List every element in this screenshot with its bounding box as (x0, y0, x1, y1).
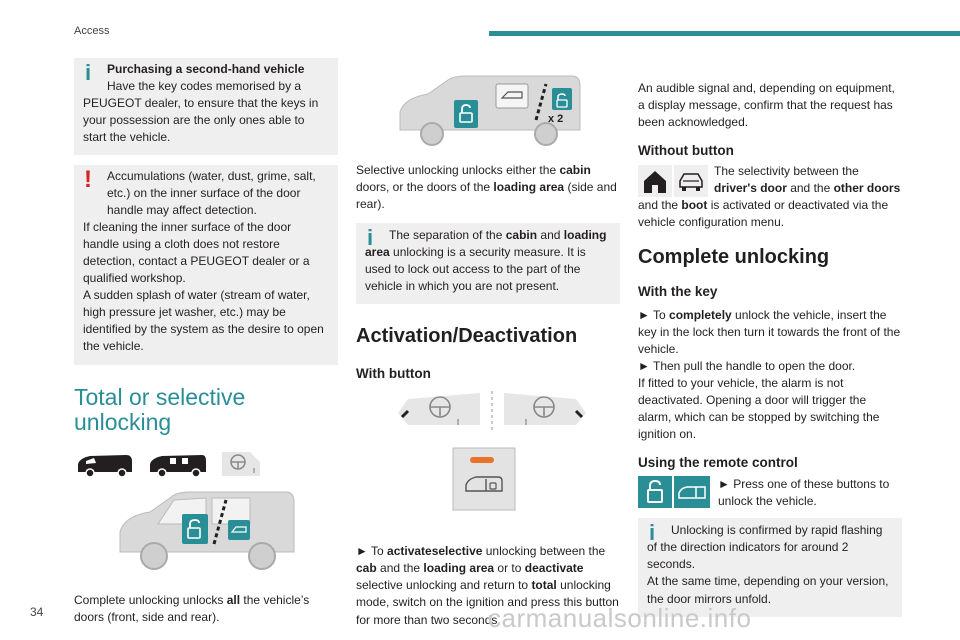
instr-text: selective unlocking and return to (356, 578, 532, 593)
selective-unlock-paragraph (356, 162, 620, 213)
key-text: unlock the vehicle, insert the key in the lock then turn it towards the front of the vehicle. (638, 307, 901, 356)
section-title-activation: Activation/Deactivation (356, 325, 578, 348)
vehicle-icons-row (74, 450, 338, 478)
instr-bold: deactivate (524, 561, 584, 576)
note-bold-cabin: cabin (505, 228, 538, 243)
van-total-unlock-illustration (110, 486, 300, 574)
warning-line3: A sudden splash of water (stream of water, high pressure jet washer, etc.) may be identified by the system as the desire to open the vehicle. (83, 288, 324, 354)
column-middle (356, 70, 620, 629)
subheading-with-key: With the key (638, 283, 718, 299)
note-title: Purchasing a second-hand vehicle (107, 62, 305, 76)
instr-text: or to (494, 561, 525, 576)
car-front-icon (674, 165, 708, 197)
instr-bold: loading area (423, 561, 495, 576)
key-alarm-note: If fitted to your vehicle, the alarm is not deactivated. Opening a door will trigger the alarm, which can be stopped by switching the ignition on. (638, 376, 880, 442)
wo-text: is activated or deactivated via the vehicle configuration menu. (638, 198, 889, 230)
note-text-end: unlocking is a security measure. It is used to lock out access to the part of the vehicle in which you are not present. (365, 245, 586, 294)
info-note-second-hand (74, 58, 338, 155)
subheading-with-button: With button (356, 366, 431, 382)
door-icons (638, 165, 708, 197)
security-note-text (365, 227, 611, 295)
caption-bold: all (226, 593, 241, 607)
instr-bold: cab (356, 561, 377, 576)
intro-paragraph: An audible signal and, depending on equipment, a display message, confirm that the request has been acknowledged. (638, 81, 895, 130)
note-body: Have the key codes memorised by a PEUGEOT dealer, to ensure that the keys in your possession are the only ones able to start the vehicle. (83, 79, 319, 145)
info-icon: i (85, 60, 92, 85)
arrow-bullet: ► (638, 307, 653, 322)
loading-area-unlock-icon (674, 476, 710, 508)
para-bold-loading: loading area (493, 180, 565, 195)
key-text: To (653, 307, 670, 322)
wo-text: The selectivity between the (714, 164, 859, 179)
watermark: carmanualsonline.info (488, 603, 752, 633)
key-bold: completely (669, 307, 732, 322)
note-text-mid: and (537, 228, 564, 243)
info-note-security (356, 223, 620, 304)
warning-note (74, 165, 338, 364)
steering-wheel-icon (220, 450, 264, 478)
confirm-note-line2: At the same time, depending on your version, the door mirrors unfold. (647, 574, 889, 606)
key-step-1 (638, 307, 902, 358)
selective-unlock-button-illustration[interactable] (452, 447, 516, 511)
instr-text: unlocking between the (482, 544, 606, 559)
warning-icon: ! (84, 166, 92, 194)
header-accent-bar (489, 31, 960, 36)
van-selective-unlock-illustration (396, 70, 586, 148)
instr-bold: total (531, 578, 557, 593)
remote-block (638, 476, 902, 510)
steering-wheels-illustration (392, 389, 592, 433)
without-button-block (638, 163, 902, 231)
info-icon: i (367, 225, 374, 251)
running-header: Access (74, 25, 110, 37)
unlock-button-icon (638, 476, 672, 508)
remote-buttons (638, 476, 710, 508)
van-open-doors-icon (146, 452, 210, 478)
para-text-mid: doors, or the doors of the (356, 180, 494, 195)
note-text: The separation of the (389, 228, 506, 243)
info-icon: i (649, 520, 656, 546)
subheading-without-button: Without button (638, 143, 734, 159)
column-right (638, 80, 902, 617)
wo-text: and the (786, 181, 834, 196)
wo-bold: boot (681, 198, 708, 213)
subheading-remote-control: Using the remote control (638, 455, 798, 471)
x2-label: x 2 (548, 113, 564, 125)
instr-text: and the (376, 561, 424, 576)
section-title-total-selective: Total or selective unlocking (74, 383, 246, 436)
total-unlock-caption (74, 592, 338, 626)
key-step-2: ► Then pull the handle to open the door. (638, 359, 856, 374)
note-bold-loading: loading area (365, 228, 607, 260)
wo-bold: other doors (833, 181, 901, 196)
para-text: Selective unlocking unlocks either the (356, 163, 560, 177)
confirm-note-line1: Unlocking is confirmed by rapid flashing of the direction indicators for around 2 seconds. (647, 523, 883, 572)
caption-text: Complete unlocking unlocks (74, 593, 227, 607)
section-title-complete-unlocking: Complete unlocking (638, 246, 830, 269)
instr-text: To (371, 544, 388, 559)
column-left (74, 58, 338, 626)
para-bold-cabin: cabin (559, 163, 591, 177)
para-text-end: (side and rear). (356, 180, 617, 212)
wo-text: and the (638, 198, 682, 213)
caption-text-end: the vehicle’s doors (front, side and rear). (74, 593, 310, 625)
page-number: 34 (30, 605, 44, 619)
arrow-bullet: ► (356, 544, 371, 559)
wo-bold: driver's door (714, 181, 787, 196)
house-door-icon (638, 165, 672, 197)
instr-text: unlocking mode, switch on the ignition and press this button for more than two seconds. (356, 578, 619, 627)
warning-line2: If cleaning the inner surface of the door handle using a cloth does not restore detection, contact a PEUGEOT dealer or a qualified workshop. (83, 220, 310, 286)
remote-step: ► Press one of these buttons to unlock the vehicle. (718, 477, 890, 509)
van-side-icon (74, 452, 136, 478)
warning-line1: Accumulations (water, dust, grime, salt, etc.) on the inner surface of the door handle may affect detection. (107, 169, 316, 218)
instr-bold: activateselective (387, 544, 483, 559)
